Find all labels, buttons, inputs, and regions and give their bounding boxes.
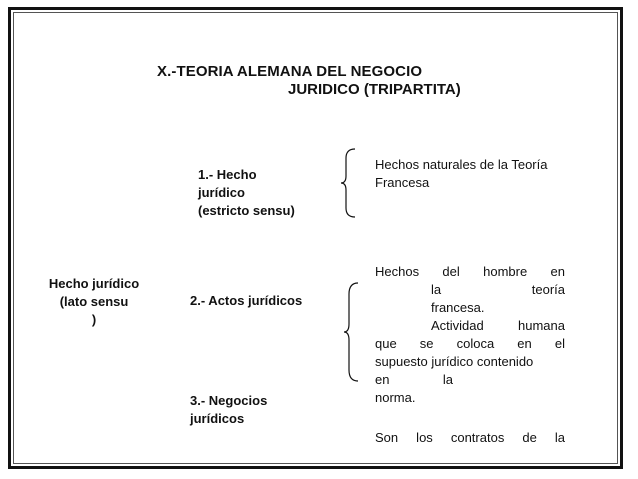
description-2-line-8: norma.: [375, 390, 416, 405]
description-1-line-2: Francesa: [375, 175, 430, 190]
description-2-line-5: que se coloca en el: [375, 336, 565, 351]
title-line-1: X.-TEORIA ALEMANA DEL NEGOCIO: [157, 63, 423, 80]
category-1-line-3: (estricto sensu): [198, 203, 295, 218]
description-2-line-7: en la: [375, 372, 453, 387]
description-1-line-1: Hechos naturales de la Teoría: [375, 157, 548, 172]
description-3-line-1: Son los contratos de la: [375, 430, 565, 445]
description-2-line-4: Actividad humana: [431, 318, 565, 333]
description-2-line-3: francesa.: [431, 300, 485, 315]
description-2-line-6: supuesto jurídico contenido: [375, 354, 534, 369]
category-1-line-1: 1.- Hecho: [198, 167, 257, 182]
description-2-line-1: Hechos del hombre en: [375, 264, 565, 279]
description-actos-juridicos: [375, 263, 565, 407]
title-line-2: JURIDICO (TRIPARTITA): [288, 81, 461, 98]
category-3-line-1: 3.- Negocios: [190, 393, 268, 408]
category-hecho-juridico: [198, 166, 338, 220]
category-negocios-juridicos: [190, 392, 340, 428]
brace-hechos-naturales: [340, 148, 360, 218]
description-hechos-naturales: [375, 156, 575, 192]
main-term: [40, 275, 148, 329]
category-1-line-2: jurídico: [198, 185, 245, 200]
main-term-line-2: (lato sensu: [59, 294, 129, 309]
description-negocios-juridicos: [375, 429, 565, 447]
main-term-line-3: ): [91, 312, 97, 327]
description-2-line-2: la teoría: [431, 282, 565, 297]
category-2-line-1: 2.- Actos jurídicos: [190, 293, 303, 308]
category-actos-juridicos: [190, 292, 340, 310]
main-term-line-1: Hecho jurídico: [48, 276, 140, 291]
brace-actos-juridicos: [343, 282, 363, 382]
category-3-line-2: jurídicos: [190, 411, 245, 426]
